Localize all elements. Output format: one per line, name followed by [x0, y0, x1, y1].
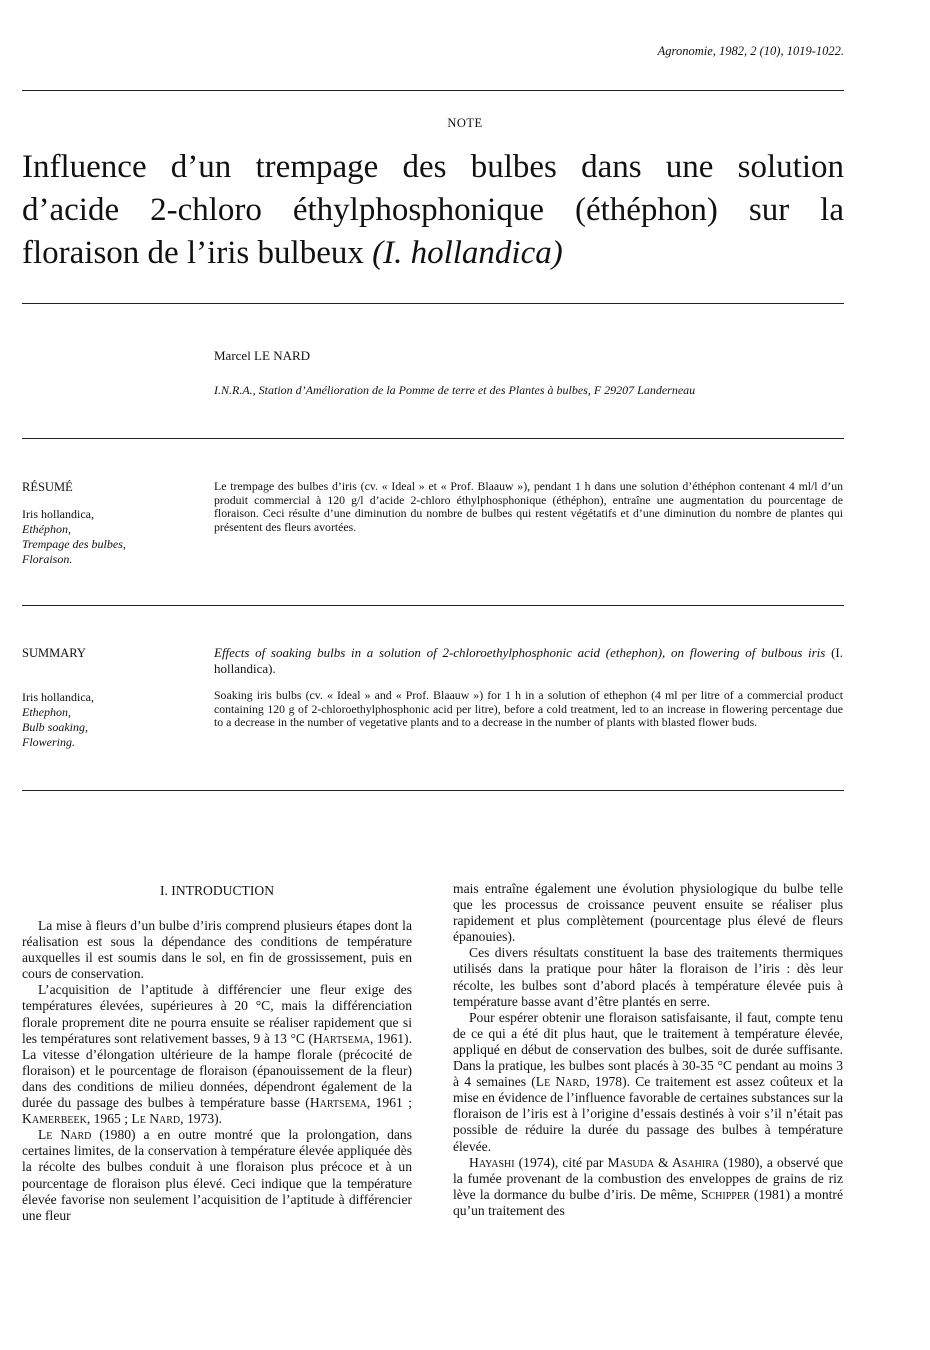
paragraph	[453, 1155, 843, 1219]
text-run: (1974), cité par	[514, 1154, 608, 1170]
summary-title-species: (I. hollandica).	[214, 645, 843, 676]
summary-keyword: Iris hollandica,	[22, 690, 94, 704]
paper-title	[22, 146, 844, 275]
body-column-left	[22, 918, 412, 1224]
author-affiliation: I.N.R.A., Station d’Amélioration de la Pomme de terre et des Plantes à bulbes, F 29207 Landerneau	[214, 383, 696, 397]
title-rule	[22, 303, 844, 304]
resume-keyword: Ethéphon,	[22, 522, 71, 536]
paragraph	[453, 1010, 843, 1155]
citation-ref: Le Nard	[131, 1111, 181, 1127]
citation-ref: Hartsema	[309, 1095, 367, 1111]
citation-ref: Schipper	[700, 1186, 750, 1202]
header-rule	[22, 90, 844, 91]
paragraph: Ces divers résultats constituent la base des traitements thermiques utilisés dans la pratique pour hâter la floraison de l’iris : dès leur récolte, les bulbes sont d’abord placés à température élevée puis à température basse avant d’être plantés en serre.	[453, 945, 843, 1009]
paragraph	[22, 982, 412, 1127]
text-run: Pour espérer obtenir une floraison satisfaisante, il faut, compte tenu de ce qui a été dit plus haut, que le traitement à température élevée, appliqué en début de conservation des bulbes, soit de durée suffisante. Dans la pratique, les bulbes sont placés à 30-35 °C pendant au moins 3 à 4 semaines (	[453, 1009, 843, 1090]
summary-label: SUMMARY	[22, 646, 86, 660]
summary-keywords	[22, 690, 94, 750]
text-run: , 1973).	[180, 1111, 223, 1127]
resume-keywords	[22, 507, 126, 567]
author-name: Marcel LE NARD	[214, 348, 311, 363]
title-line-1: Influence d’un trempage des bulbes dans une solution	[22, 149, 844, 185]
summary-keyword: Bulb soaking,	[22, 720, 88, 734]
title-line-2: d’acide 2-chloro éthylphosphonique (éthéphon) sur la	[22, 192, 844, 228]
citation-ref: Le Nard	[535, 1074, 587, 1090]
resume-keyword: Trempage des bulbes,	[22, 537, 126, 551]
paragraph	[22, 1127, 412, 1224]
resume-keyword: Iris hollandica,	[22, 507, 94, 521]
introduction-heading: I. INTRODUCTION	[159, 883, 275, 898]
resume-text: Le trempage des bulbes d’iris (cv. « Ideal » et « Prof. Blaauw »), pendant 1 h dans une solution d’éthéphon contenant 4 ml/l d’un produit commercial à 120 g/l d’acide 2-chloro éthylphosphonique (éthéphon), entraîne une augmentation du pourcentage de floraison. Ceci résulte d’une diminution du nombre de bulbes qui restent végétatifs et d’une diminution du nombre de plantes qui présentent des fleurs avortées.	[214, 479, 843, 534]
paragraph: mais entraîne également une évolution physiologique du bulbe telle que les processus de croissance peuvent ensuite se réaliser plus rapidement et plus complètement (pourcentage plus élevé de fleurs épanouies).	[453, 881, 843, 945]
citation-ref: Kamerbeek	[22, 1111, 87, 1127]
journal-citation	[658, 44, 844, 59]
resume-keyword: Floraison.	[22, 552, 73, 566]
title-line-3-text: floraison de l’iris bulbeux	[22, 235, 364, 271]
text-run: (1981) a montré qu’un traitement des	[453, 1186, 843, 1218]
paragraph: La mise à fleurs d’un bulbe d’iris comprend plusieurs étapes dont la réalisation est sous la dépendance des conditions de température auxquelles il est soumis dans le sol, en fin de grossissement, puis en cours de conservation.	[22, 918, 412, 982]
text-run: L’acquisition de l’aptitude à différencier une fleur exige des températures élevées, supérieures à 20 °C, mais la différenciation florale proprement dite ne pourra ensuite se réaliser rapidement que si les températures sont relativement basses, 9 à 13 °C (	[22, 982, 412, 1046]
body-column-right	[453, 881, 843, 1219]
resume-rule	[22, 605, 844, 606]
summary-keyword: Flowering.	[22, 735, 75, 749]
citation-ref: Masuda & Asahira	[607, 1154, 720, 1170]
text-run: , 1961 ;	[366, 1095, 412, 1111]
author-rule	[22, 438, 844, 439]
summary-text: Soaking iris bulbs (cv. « Ideal » and « Prof. Blaauw ») for 1 h in a solution of ethephon (4 ml per litre of a commercial product containing 120 g of 2-chloroethylphosphonic acid per litre), before a cold treatment, led to an increase in flowering percentage due to a decrease in the number of vegetative plants and to a decrease in the number of plants with blasted flower buds.	[214, 688, 843, 729]
summary-title-italic: Effects of soaking bulbs in a solution of 2-chloroethylphosphonic acid (ethephon), on flowering of bulbous iris	[214, 645, 826, 660]
summary-rule	[22, 790, 844, 791]
text-run: (1980) a en outre montré que la prolongation, dans certaines limites, de la conservation à température élevée appliquée dès la récolte des bulbes conduit à une floraison plus précoce et à un pourcentage de floraison plus élevé. Ceci indique que la température élevée favorise non seulement l’acquisition de l’aptitude à différencier une fleur	[22, 1127, 412, 1223]
citation-ref: Hartsema	[312, 1030, 370, 1046]
text-run: , 1965 ;	[86, 1111, 132, 1127]
text-run: , 1961). La vitesse d’élongation ultérieure de la hampe florale (précocité de floraison) et le pourcentage de floraison (épanouissement de la fleur) dans des conditions de milieu données, dépendront également de la durée du passage des bulbes à température basse (	[22, 1030, 412, 1111]
journal-citation-text: Agronomie, 1982, 2 (10), 1019-1022.	[657, 44, 844, 58]
resume-label: RÉSUMÉ	[22, 480, 73, 494]
citation-ref: Le Nard	[38, 1127, 92, 1143]
section-label: NOTE	[447, 116, 483, 130]
citation-ref: Hayashi	[469, 1154, 515, 1170]
summary-title	[214, 645, 843, 677]
title-species: (I. hollandica)	[372, 235, 563, 271]
title-line-3	[22, 232, 844, 275]
text-run: (1980), a observé que la fumée provenant de la combustion des enveloppes de grains de riz lève la dormance du bulbe d’iris. De même,	[453, 1154, 844, 1202]
summary-keyword: Ethephon,	[22, 705, 71, 719]
text-run: , 1978). Ce traitement est assez coûteux et la mise en évidence de l’influence favorable de certaines substances sur la floraison de l’iris est à l’origine d’essais destinés à voir s’il n’était pas possible de réduire la durée du passage des bulbes à température élevée.	[453, 1074, 843, 1154]
